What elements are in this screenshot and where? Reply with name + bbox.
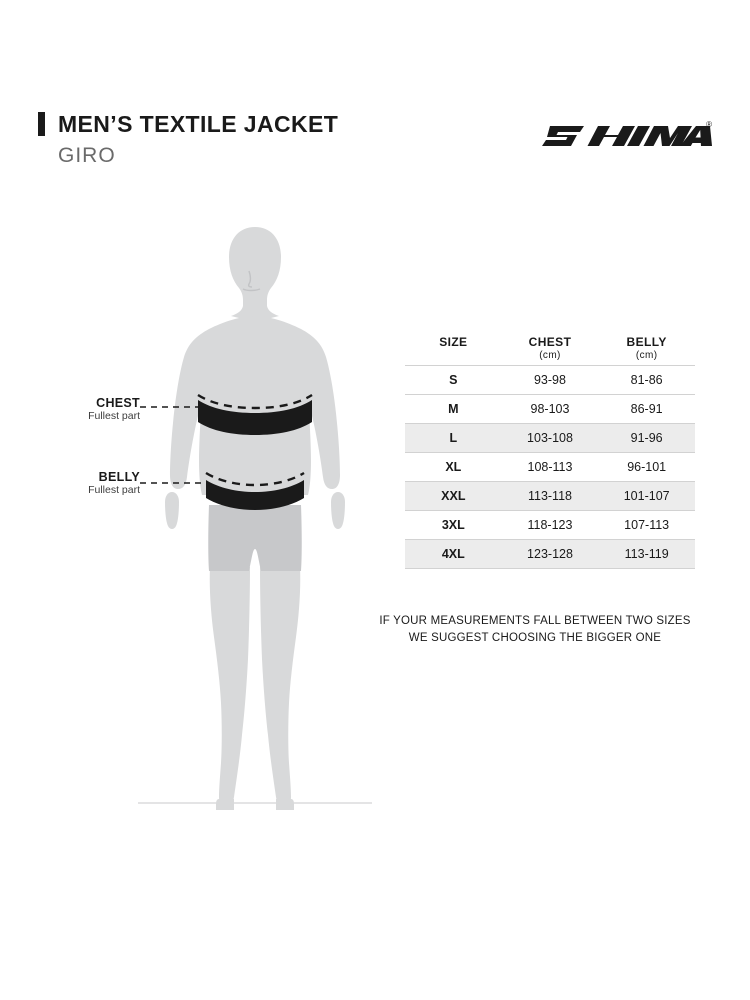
table-row <box>405 366 695 395</box>
header-belly-label: BELLY <box>626 335 667 349</box>
cell-chest: 123-128 <box>502 540 599 569</box>
cell-size: XXL <box>405 482 502 511</box>
chest-callout <box>40 396 140 422</box>
male-body-diagram <box>110 215 400 845</box>
cell-belly: 96-101 <box>598 453 695 482</box>
title-accent-bar <box>38 112 45 136</box>
table-row <box>405 482 695 511</box>
table-row <box>405 511 695 540</box>
belly-callout-label: BELLY <box>98 470 140 484</box>
cell-chest: 118-123 <box>502 511 599 540</box>
chest-callout-label: CHEST <box>96 396 140 410</box>
body-figure-illustration <box>110 215 400 845</box>
chest-callout-sublabel: Fullest part <box>88 410 140 423</box>
cell-belly: 113-119 <box>598 540 695 569</box>
cell-chest: 98-103 <box>502 395 599 424</box>
page-subtitle: GIRO <box>58 144 116 167</box>
sizing-note-line-1: IF YOUR MEASUREMENTS FALL BETWEEN TWO SIZES <box>379 615 691 627</box>
size-table <box>405 335 695 569</box>
cell-chest: 113-118 <box>502 482 599 511</box>
header-chest-label: CHEST <box>528 335 572 349</box>
brand-logo <box>542 118 712 152</box>
left-hand <box>165 492 179 529</box>
size-table-head <box>405 335 695 366</box>
left-foot <box>216 799 234 810</box>
shorts <box>208 505 302 571</box>
left-leg <box>210 567 250 805</box>
size-table-body <box>405 366 695 569</box>
belly-callout <box>40 470 140 496</box>
table-row <box>405 540 695 569</box>
cell-belly: 101-107 <box>598 482 695 511</box>
header-size-label: SIZE <box>439 335 468 349</box>
cell-size: L <box>405 424 502 453</box>
cell-size: 4XL <box>405 540 502 569</box>
sizing-note <box>370 613 700 648</box>
right-hand <box>331 492 345 529</box>
table-header-row <box>405 335 695 366</box>
header-belly <box>598 335 695 366</box>
cell-belly: 107-113 <box>598 511 695 540</box>
table-row <box>405 395 695 424</box>
cell-size: XL <box>405 453 502 482</box>
table-row <box>405 453 695 482</box>
header-size <box>405 335 502 366</box>
cell-chest: 108-113 <box>502 453 599 482</box>
right-foot <box>276 799 294 810</box>
registered-trademark-symbol: ® <box>706 120 712 129</box>
shima-logo-icon <box>542 118 712 152</box>
header-chest <box>502 335 599 366</box>
cell-chest: 103-108 <box>502 424 599 453</box>
cell-belly: 86-91 <box>598 395 695 424</box>
cell-size: M <box>405 395 502 424</box>
cell-belly: 81-86 <box>598 366 695 395</box>
cell-size: S <box>405 366 502 395</box>
header-chest-unit: (cm) <box>539 350 561 361</box>
cell-chest: 93-98 <box>502 366 599 395</box>
sizing-note-line-2: WE SUGGEST CHOOSING THE BIGGER ONE <box>408 632 662 645</box>
cell-size: 3XL <box>405 511 502 540</box>
cell-belly: 91-96 <box>598 424 695 453</box>
table-row <box>405 424 695 453</box>
size-table-container <box>405 335 695 569</box>
belly-callout-sublabel: Fullest part <box>88 484 140 497</box>
right-leg <box>260 567 300 805</box>
page-title: MEN’S TEXTILE JACKET <box>58 110 339 137</box>
header-belly-unit: (cm) <box>635 350 658 361</box>
